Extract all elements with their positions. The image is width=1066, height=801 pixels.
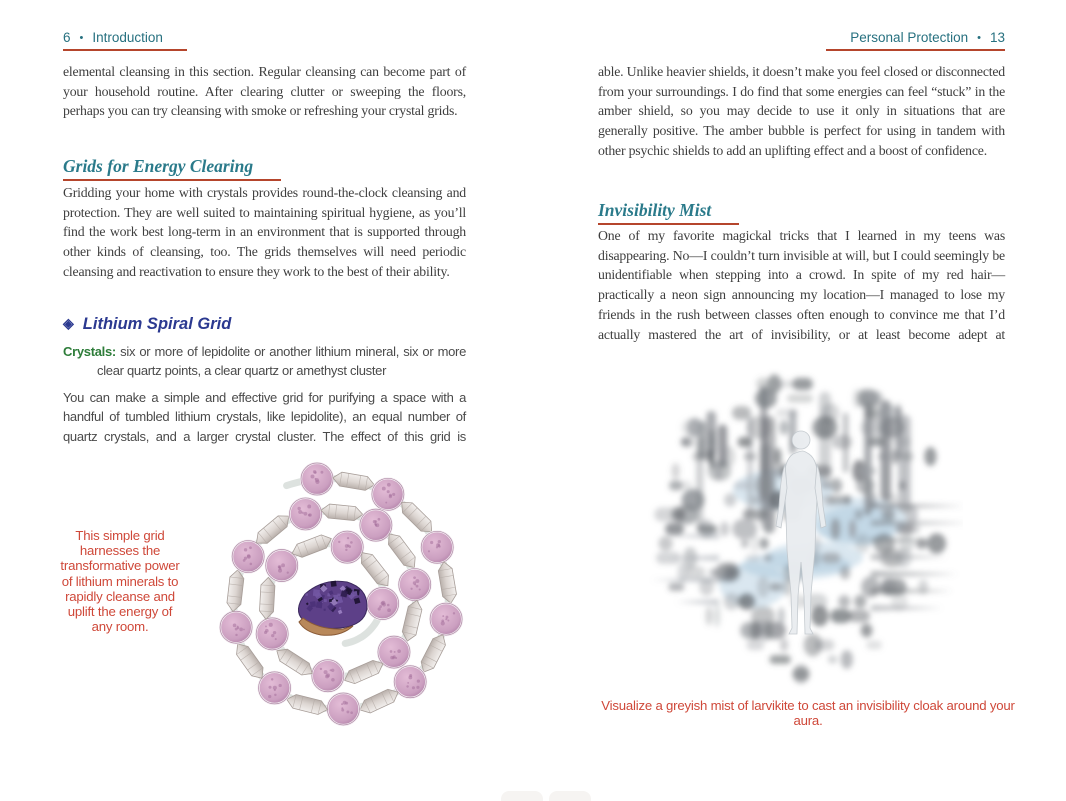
section-heading: Invisibility Mist [598,200,739,225]
header-bullet: • [79,32,84,44]
page-header-left [63,30,466,51]
page-number: 13 [989,30,1005,45]
crystals-list [63,342,466,381]
section-title: Introduction [92,30,163,45]
paragraph: Gridding your home with crystals provides round-the-clock cleansing and protection. They are well suited to maintaining spiritual hygiene, as you’ll find the work best long-term in an environment that is supported through other kinds of cleansing, too. The grids themselves will need periodic cleansing and reactivation to ensure they work to the best of their ability. [63,185,466,279]
page-left [60,30,466,770]
paragraph: elemental cleansing in this section. Regular cleansing can become part of your household routine. After clearing clutter or sweeping the floors, perhaps you can try cleansing with smoke or refreshing your crystal grids. [63,64,466,119]
running-head [63,30,187,51]
figure-caption: Visualize a greyish mist of larvikite to cast an invisibility cloak around your aura. [601,698,1015,729]
subheading-label: Lithium Spiral Grid [82,315,232,333]
invisibility-mist-figure [643,366,963,692]
running-head [826,30,1005,51]
paragraph: You can make a simple and effective grid for purifying a space with a handful of tumbled lithium crystals, like lepidolite), an equal number of quartz crystals, and a larger crystal cluster. The effect of this grid is [63,390,466,444]
figure-caption: This simple grid harnesses the transformative power of lithium minerals to rapidly cleanse and uplift the energy of any room. [60,528,180,635]
page-header-right [598,30,1005,51]
page-number: 6 [63,30,71,45]
diamond-bullet-icon: ◈ [63,315,74,331]
section-title: Personal Protection [850,30,969,45]
subheading [63,315,231,334]
spiral-grid-figure [193,452,473,744]
section-heading: Grids for Energy Clearing [63,156,281,181]
crystals-text: six or more of lepidolite or another lithium mineral, six or more clear quartz points, a clear quartz or amethyst cluster [97,344,466,379]
crystals-label: Crystals: [63,344,116,359]
page-right [598,30,1015,770]
paragraph: One of my favorite magickal tricks that I learned in my teens was disappearing. No—I couldn’t turn invisible at will, but I could seemingly be unidentifiable when stepping into a crowd. In spite of my red hair—practically a neon sign announcing my location—I managed to lose my friends in the rush between classes often enough to convince me that I’d actually mastered the art of invisibility, or at least become adept at [598,228,1005,342]
header-bullet: • [977,32,981,44]
paragraph: able. Unlike heavier shields, it doesn’t make you feel closed or disconnected from your surroundings. I do find that some energies can feel “stuck” in the amber shield, so you may decide to use it only in situations that are generally positive. The amber bubble is perfect for using in tandem with other psychic shields to add an uplifting effect and a boost of confidence. [598,64,1005,158]
